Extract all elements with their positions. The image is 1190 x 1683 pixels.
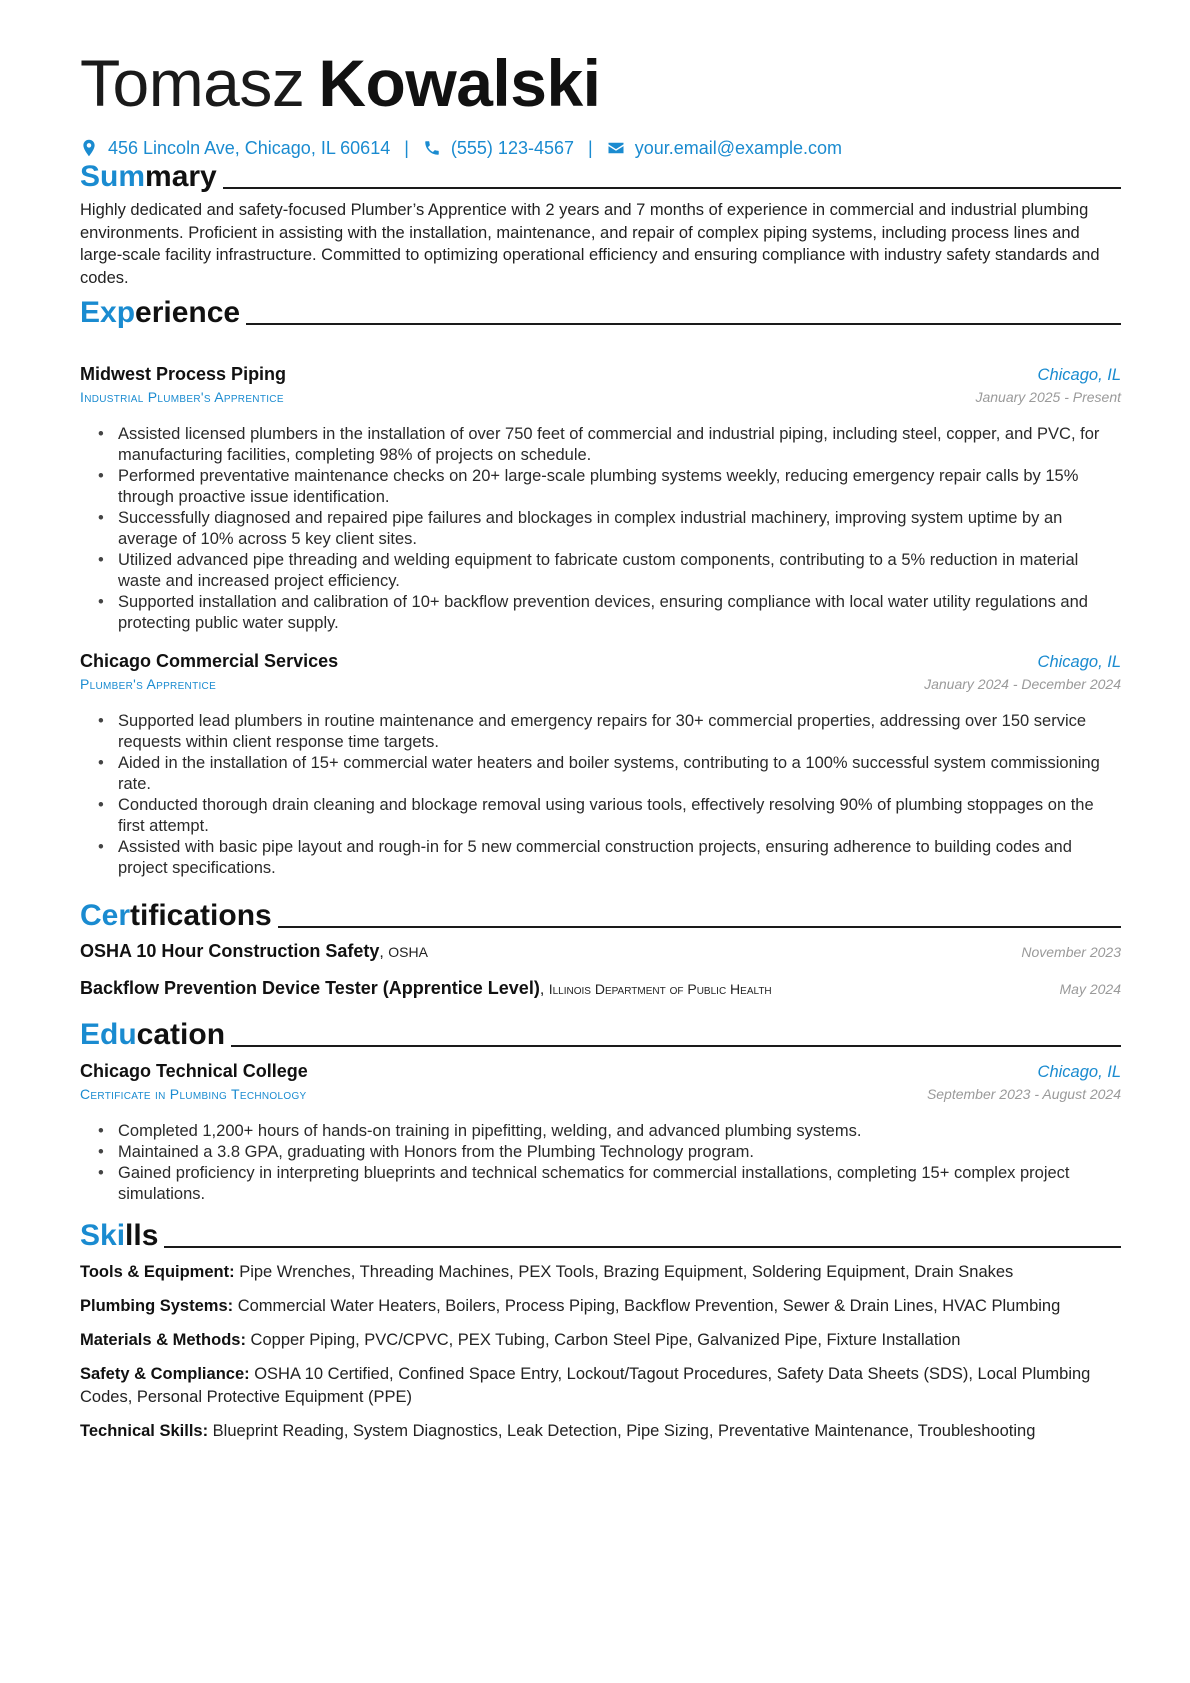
job-header [80,651,1121,673]
certification-issuer: Illinois Department of Public Health [548,981,772,997]
certification-title: OSHA 10 Hour Construction Safety, OSHA [80,941,428,961]
bullet-item: • Supported installation and calibration of 10+ backflow prevention devices, ensuring compliance with local water utility regulations and protecting public water supply. [118,592,1121,634]
skill-row [80,1329,1121,1352]
bullet-item: • Utilized advanced pipe threading and welding equipment to fabricate custom components, contributing to a 5% reduction in material waste and increased project efficiency. [118,550,1121,592]
bullet-item: • Gained proficiency in interpreting blueprints and technical schematics for commercial installations, completing 15+ complex project simulations. [118,1163,1121,1205]
section-rule [223,187,1121,189]
email-link: your.email@example.com [634,137,843,158]
job-subheader [80,676,1121,696]
certification-row [80,978,1121,1002]
education-heading [80,1013,1121,1053]
skill-items: Copper Piping, PVC/CPVC, PEX Tubing, Carbon Steel Pipe, Galvanized Pipe, Fixture Installation [250,1331,961,1349]
experience-heading [80,291,1121,331]
contact-separator: | [404,137,409,158]
candidate-name [80,38,601,128]
bullet-item: • Assisted licensed plumbers in the installation of over 750 feet of commercial and industrial piping, including steel, copper, and PVC, for manufacturing facilities, completing 98% of projects on schedule. [118,424,1121,466]
phone-text: (555) 123-4567 [450,137,574,158]
education-header [80,1061,1121,1083]
job-header [80,364,1121,386]
education-dates: September 2023 - August 2024 [926,1086,1121,1102]
certification-name: Backflow Prevention Device Tester (Apprentice Level) [80,978,540,998]
section-rule [246,323,1121,325]
job-subheader [80,389,1121,409]
section-title: Summary [80,160,217,193]
certifications-heading [80,894,1121,934]
bullet-item: • Maintained a 3.8 GPA, graduating with Honors from the Plumbing Technology program. [118,1142,1121,1163]
job-role: Plumber's Apprentice [80,676,217,692]
certification-issuer: OSHA [388,944,428,960]
skill-items: Commercial Water Heaters, Boilers, Process Piping, Backflow Prevention, Sewer & Drain Lines, HVAC Plumbing [237,1297,1061,1315]
education-subheader [80,1086,1121,1106]
company-name: Chicago Commercial Services [80,651,339,671]
education-bullets [80,1121,1121,1205]
first-name: Tomasz [80,46,305,120]
certification-row [80,941,1121,965]
section-rule [278,926,1121,928]
skill-category: Plumbing Systems: [80,1297,234,1315]
address-text: 456 Lincoln Ave, Chicago, IL 60614 [108,137,391,158]
certification-title: Backflow Prevention Device Tester (Apprentice Level), Illinois Department of Public Health [80,978,772,998]
job-location: Chicago, IL [1037,366,1121,384]
summary-text: Highly dedicated and safety-focused Plumber’s Apprentice with 2 years and 7 months of experience in commercial and industrial plumbing environments. Proficient in assisting with the installation, maintenance, and repair of complex piping systems, including process lines and large-scale facility infrastructure. Committed to optimizing operational efficiency and ensuring compliance with industry safety standards and codes. [80,201,1100,287]
bullet-item: • Assisted with basic pipe layout and rough-in for 5 new commercial construction projects, ensuring adherence to building codes and project specifications. [118,837,1121,879]
bullet-item: • Supported lead plumbers in routine maintenance and emergency repairs for 30+ commercial properties, addressing over 150 service requests within client response time targets. [118,711,1121,753]
company-name: Midwest Process Piping [80,364,287,384]
section-rule [164,1246,1121,1248]
section-title: Skills [80,1219,159,1252]
bullet-item: • Conducted thorough drain cleaning and blockage removal using various tools, effectively resolving 90% of plumbing stoppages on the first attempt. [118,795,1121,837]
section-title: Certifications [80,899,272,932]
certification-date: May 2024 [1059,981,1121,997]
bullet-item: • Successfully diagnosed and repaired pipe failures and blockages in complex industrial machinery, improving system uptime by an average of 10% across 5 key client sites. [118,508,1121,550]
job-bullets [80,711,1121,879]
skill-category: Technical Skills: [80,1422,209,1440]
school-location: Chicago, IL [1037,1063,1121,1081]
skill-items: Blueprint Reading, System Diagnostics, Leak Detection, Pipe Sizing, Preventative Maintenance, Troubleshooting [212,1422,1036,1440]
school-name: Chicago Technical College [80,1061,308,1081]
section-title: Experience [80,296,241,329]
job-location: Chicago, IL [1037,653,1121,671]
skill-category: Tools & Equipment: [80,1263,235,1281]
skill-items: Pipe Wrenches, Threading Machines, PEX Tools, Brazing Equipment, Soldering Equipment, Drain Snakes [239,1263,1014,1281]
last-name: Kowalski [318,46,601,120]
skill-row [80,1295,1121,1318]
bullet-item: • Aided in the installation of 15+ commercial water heaters and boiler systems, contributing to a 100% successful system commissioning rate. [118,753,1121,795]
skill-category: Safety & Compliance: [80,1365,250,1383]
job-bullets [80,424,1121,634]
skill-row [80,1261,1121,1284]
section-rule [231,1045,1121,1047]
job-dates: January 2024 - December 2024 [924,676,1121,692]
skill-row [80,1363,1121,1408]
bullet-item: • Completed 1,200+ hours of hands-on training in pipefitting, welding, and advanced plumbing systems. [118,1121,1121,1142]
summary-heading [80,155,1121,195]
section-title: Education [80,1018,226,1051]
certification-name: OSHA 10 Hour Construction Safety [80,941,380,961]
job-dates: January 2025 - Present [975,389,1121,405]
skills-heading [80,1214,1121,1254]
skill-items: OSHA 10 Certified, Confined Space Entry, Lockout/Tagout Procedures, Safety Data Sheets (SDS), Local Plumbing Codes, Personal Protective Equipment (PPE) [80,1365,1091,1406]
skill-category: Materials & Methods: [80,1331,246,1349]
degree-name: Certificate in Plumbing Technology [80,1086,307,1102]
bullet-item: • Performed preventative maintenance checks on 20+ large-scale plumbing systems weekly, reducing emergency repair calls by 15% through proactive issue identification. [118,466,1121,508]
skill-row [80,1420,1121,1443]
contact-separator: | [588,137,593,158]
job-role: Industrial Plumber's Apprentice [80,389,284,405]
certification-date: November 2023 [1021,944,1121,960]
